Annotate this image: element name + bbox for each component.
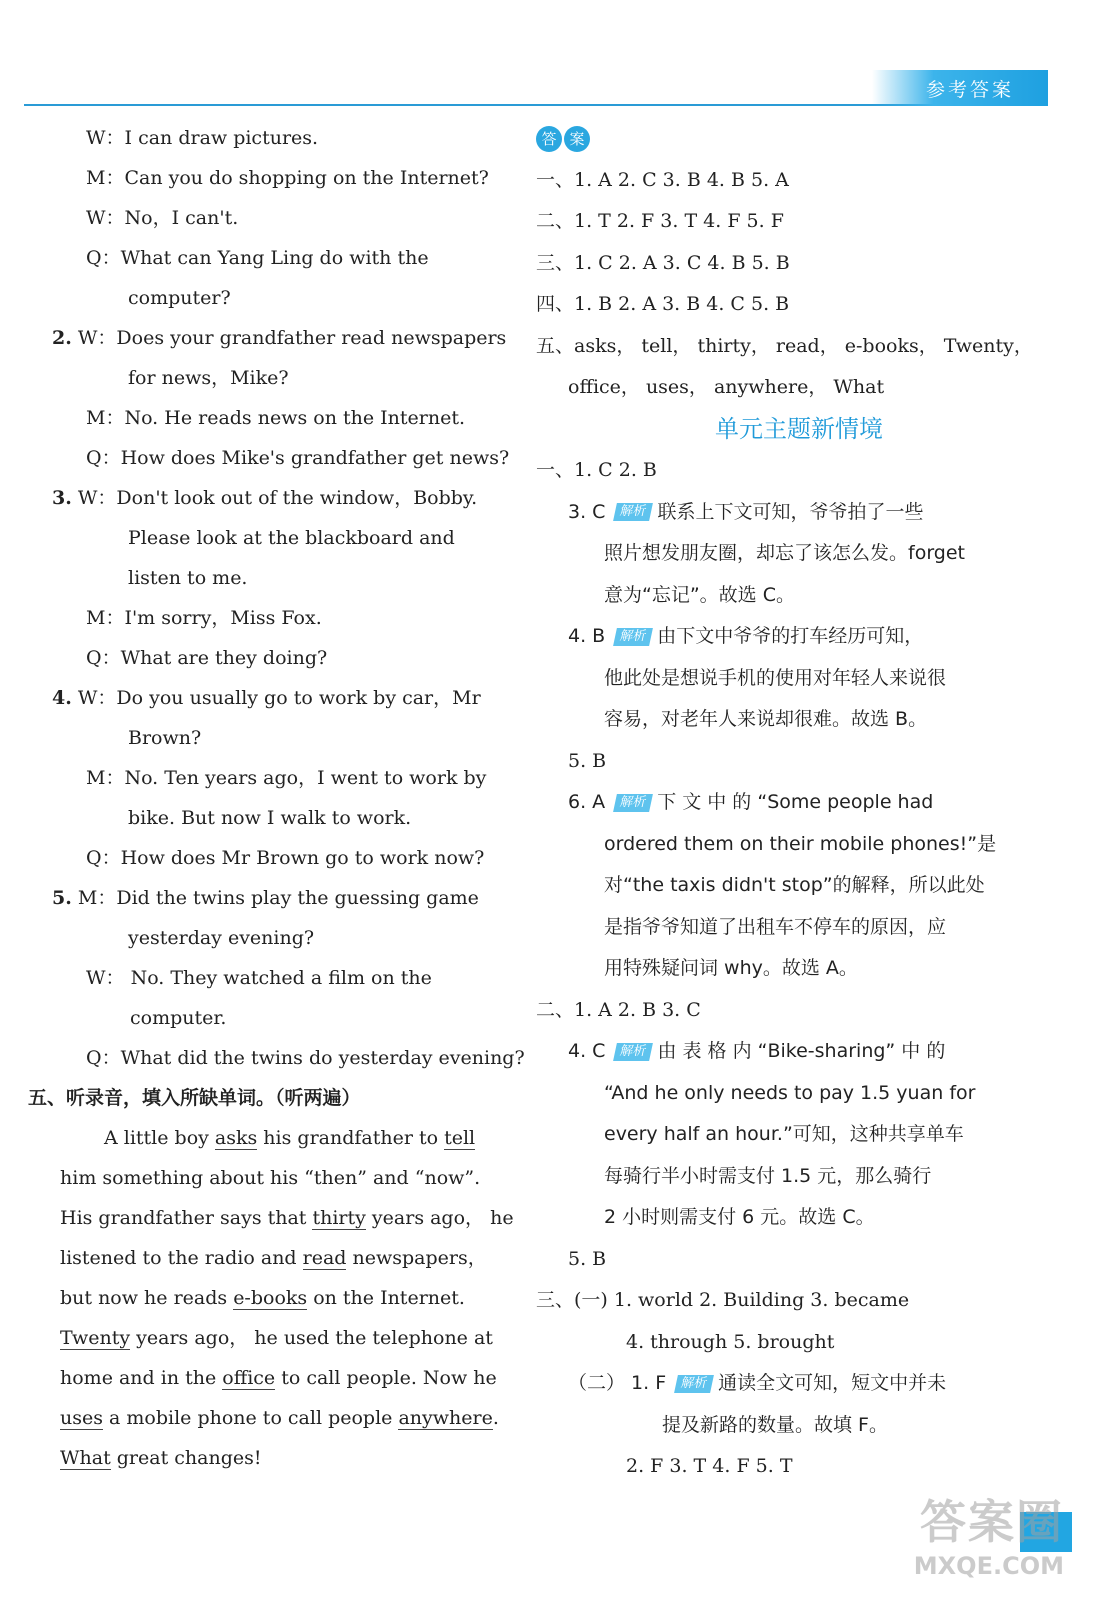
answer-row: 5. B bbox=[568, 1247, 607, 1270]
passage-text: newspapers， bbox=[346, 1247, 487, 1269]
section-5-title: 五、听录音，填入所缺单词。（听两遍） bbox=[28, 1087, 361, 1109]
dialog-line: yesterday evening? bbox=[128, 927, 315, 949]
dialog-line: W： No. They watched a film on the bbox=[86, 967, 432, 989]
passage-text: years ago， he bbox=[365, 1207, 514, 1229]
analysis-line: 2 小时则需支付 6 元。故选 C。 bbox=[604, 1206, 875, 1228]
dialog-line: M：No. He reads news on the Internet. bbox=[86, 407, 465, 429]
passage-line bbox=[28, 1358, 506, 1398]
passage-text: . bbox=[492, 1407, 499, 1429]
analysis-row bbox=[536, 492, 1022, 534]
answer-row: office， uses， anywhere， What bbox=[568, 376, 885, 398]
dialog-line: W：I can draw pictures. bbox=[86, 127, 319, 149]
dialog-text: W：Don't look out of the window，Bobby. bbox=[77, 487, 478, 509]
answer-word: office bbox=[222, 1367, 276, 1389]
passage-text: a mobile phone to call people bbox=[102, 1407, 399, 1429]
answer-word: read bbox=[302, 1247, 347, 1269]
unit-title: 单元主题新情境 bbox=[715, 414, 883, 443]
answer-row: 三、1. C 2. A 3. C 4. B 5. B bbox=[536, 251, 790, 274]
analysis-row bbox=[536, 1031, 1022, 1073]
analysis-line: ordered them on their mobile phones!”是 bbox=[604, 832, 997, 855]
analysis-text: 通读全文可知，短文中并未 bbox=[718, 1372, 947, 1394]
passage-text: listened to the radio and bbox=[60, 1247, 303, 1269]
analysis-line: 他此处是想说手机的使用对年轻人来说很 bbox=[604, 666, 947, 689]
analysis-line: 是指爷爷知道了出租车不停车的原因，应 bbox=[604, 915, 947, 938]
passage-text: home and in the bbox=[60, 1367, 223, 1389]
dialog-text: W：Do you usually go to work by car，Mr bbox=[77, 687, 481, 709]
dialog-line: for news，Mike? bbox=[128, 367, 289, 389]
passage-text: on the Internet. bbox=[307, 1287, 465, 1309]
passage-text: years ago， he used the telephone at bbox=[130, 1327, 493, 1349]
analysis-answer: 4. C bbox=[568, 1040, 606, 1062]
analysis-tag: 解析 bbox=[674, 1375, 714, 1393]
watermark bbox=[914, 1486, 1064, 1580]
analysis-line: 每骑行半小时需支付 1.5 元，那么骑行 bbox=[604, 1164, 932, 1187]
passage-text: but now he reads bbox=[60, 1287, 234, 1309]
answer-word: e-books bbox=[233, 1287, 308, 1309]
dialog-line: W：No，I can't. bbox=[86, 207, 239, 229]
answer-row: 五、asks， tell， thirty， read， e-books， Twenty， bbox=[536, 334, 1033, 357]
analysis-answer: 4. B bbox=[568, 625, 606, 647]
answer-row: 5. B bbox=[568, 749, 607, 772]
analysis-line: 意为“忘记”。故选 C。 bbox=[604, 583, 795, 606]
analysis-row bbox=[536, 616, 1022, 658]
dialog-line: computer. bbox=[130, 1007, 227, 1029]
analysis-line: 对“the taxis didn't stop”的解释，所以此处 bbox=[604, 874, 985, 896]
item-number: 4. bbox=[52, 687, 72, 709]
passage-text: His grandfather says that bbox=[60, 1207, 313, 1229]
analysis-row bbox=[536, 1363, 1022, 1405]
analysis-answer: （二） 1. F bbox=[568, 1372, 667, 1394]
item-number: 2. bbox=[52, 327, 72, 349]
analysis-text: 联系上下文可知，爷爷拍了一些 bbox=[657, 500, 924, 523]
analysis-tag: 解析 bbox=[614, 1043, 654, 1061]
item-number: 5. bbox=[52, 887, 72, 909]
analysis-line: 容易，对老年人来说却很难。故选 B。 bbox=[604, 708, 928, 730]
answer-row: 三、(一) 1. world 2. Building 3. became bbox=[536, 1289, 910, 1311]
dialog-line: Q：What did the twins do yesterday evening? bbox=[86, 1047, 525, 1069]
dialog-line: Q：What are they doing? bbox=[86, 647, 328, 669]
analysis-tag: 解析 bbox=[613, 794, 653, 812]
answer-word: asks bbox=[214, 1127, 258, 1149]
analysis-line: 用特殊疑问词 why。故选 A。 bbox=[604, 957, 858, 979]
dialog-line: computer? bbox=[128, 287, 231, 309]
dialog-line bbox=[28, 678, 506, 718]
analysis-text: 由 表 格 内 “Bike-sharing” 中 的 bbox=[657, 1040, 946, 1062]
passage-line bbox=[28, 1318, 506, 1358]
answer-row: 4. through 5. brought bbox=[626, 1330, 835, 1353]
left-column bbox=[28, 118, 525, 1478]
analysis-tag: 解析 bbox=[614, 503, 654, 521]
dialog-text: W：Does your grandfather read newspapers bbox=[77, 327, 507, 349]
passage-text: A little boy bbox=[104, 1127, 215, 1149]
dialog-line bbox=[28, 478, 506, 518]
answer-word: thirty bbox=[312, 1207, 366, 1229]
analysis-line: every half an hour.”可知，这种共享单车 bbox=[604, 1123, 964, 1145]
analysis-line: 照片想发朋友圈，却忘了该怎么发。forget bbox=[604, 542, 965, 564]
dialog-line: Brown? bbox=[128, 727, 202, 749]
passage-line bbox=[28, 1118, 506, 1158]
passage-line: him something about his “then” and “now”. bbox=[60, 1167, 481, 1189]
answer-heading bbox=[536, 118, 1022, 160]
passage-text: to call people. Now he bbox=[275, 1367, 497, 1389]
answer-row: 二、1. A 2. B 3. C bbox=[536, 998, 701, 1021]
dialog-line: M：I'm sorry，Miss Fox. bbox=[86, 607, 322, 629]
analysis-answer: 6. A bbox=[568, 791, 606, 813]
answer-row: 二、1. T 2. F 3. T 4. F 5. F bbox=[536, 210, 784, 232]
header-tab-label: 参考答案 bbox=[925, 78, 1014, 101]
answer-row: 2. F 3. T 4. F 5. T bbox=[626, 1455, 793, 1477]
dialog-line: M：Can you do shopping on the Internet? bbox=[86, 167, 489, 189]
dialog-line: Q：What can Yang Ling do with the bbox=[86, 247, 429, 269]
header-tab bbox=[872, 70, 1048, 106]
dialog-line: M：No. Ten years ago，I went to work by bbox=[86, 767, 487, 789]
passage-line bbox=[28, 1238, 506, 1278]
answer-word: Twenty bbox=[60, 1327, 131, 1349]
analysis-tag: 解析 bbox=[613, 628, 653, 646]
right-column bbox=[536, 118, 1033, 1488]
dialog-text: M：Did the twins play the guessing game bbox=[77, 887, 479, 909]
passage-line bbox=[28, 1278, 506, 1318]
item-number: 3. bbox=[52, 487, 72, 509]
analysis-line: 提及新路的数量。故填 F。 bbox=[662, 1413, 888, 1436]
passage-line bbox=[28, 1438, 506, 1478]
analysis-row bbox=[536, 782, 1022, 824]
answer-row: 一、1. A 2. C 3. B 4. B 5. A bbox=[536, 168, 789, 191]
answer-badge: 答 bbox=[536, 126, 562, 152]
dialog-line: Q：How does Mr Brown go to work now? bbox=[86, 847, 485, 869]
passage-text: great changes! bbox=[110, 1447, 262, 1469]
dialog-line bbox=[28, 318, 506, 358]
analysis-answer: 3. C bbox=[568, 500, 606, 523]
passage-line bbox=[28, 1198, 514, 1238]
answer-row: 一、1. C 2. B bbox=[536, 459, 657, 481]
analysis-text: 下 文 中 的 “Some people had bbox=[657, 791, 934, 813]
answer-word: anywhere bbox=[398, 1407, 493, 1429]
analysis-text: 由下文中爷爷的打车经历可知， bbox=[657, 625, 924, 647]
analysis-line: “And he only needs to pay 1.5 yuan for bbox=[604, 1081, 976, 1104]
answer-word: What bbox=[60, 1447, 111, 1469]
answer-badge: 案 bbox=[564, 126, 590, 152]
watermark-text: 答案圈 bbox=[920, 1495, 1064, 1549]
answer-word: tell bbox=[444, 1127, 476, 1149]
answer-word: uses bbox=[60, 1407, 103, 1429]
passage-text: his grandfather to bbox=[257, 1127, 445, 1149]
dialog-line bbox=[28, 878, 506, 918]
answer-row: 四、1. B 2. A 3. B 4. C 5. B bbox=[536, 293, 790, 315]
watermark-url: MXQE.COM bbox=[913, 1552, 1064, 1580]
dialog-line: bike. But now I walk to work. bbox=[128, 807, 412, 829]
dialog-line: listen to me. bbox=[128, 567, 248, 589]
passage-line bbox=[28, 1398, 506, 1438]
dialog-line: Q：How does Mike's grandfather get news? bbox=[86, 447, 510, 469]
dialog-line: Please look at the blackboard and bbox=[128, 527, 455, 549]
